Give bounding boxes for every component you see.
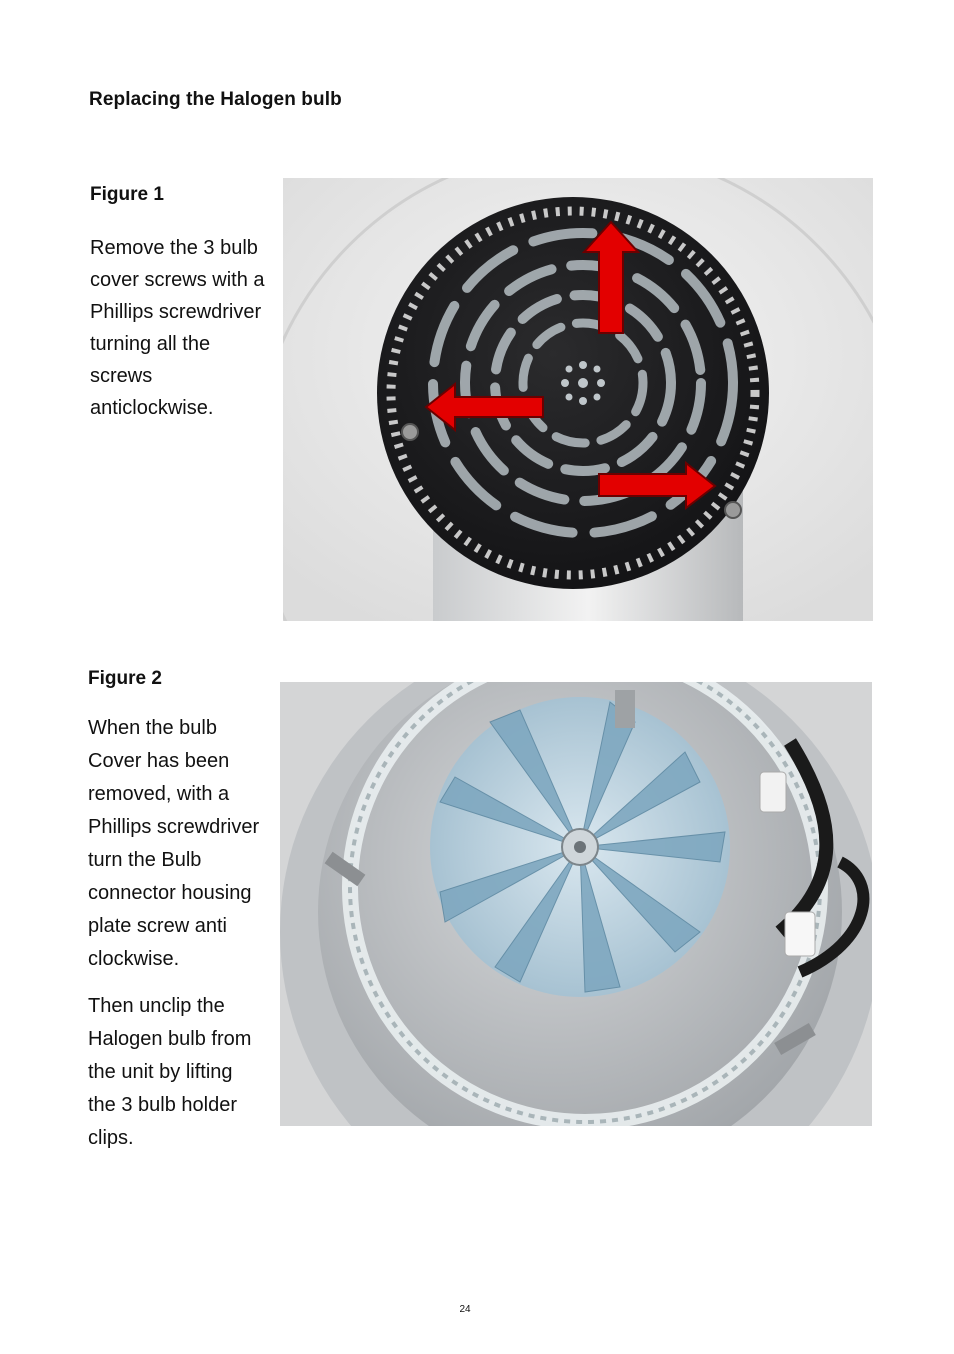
figure-2-photo [280,682,872,1126]
figure-1-text [90,232,280,438]
figure-2-text [88,712,278,1169]
figure-2-paragraph-2: Then unclip the Halogen bulb from the unit by lifting the 3 bulb holder clips. [88,995,252,1149]
page-number: 24 [459,1304,471,1315]
fan-assembly-image [280,682,872,1126]
page-title: Replacing the Halogen bulb [89,89,342,110]
figure-2-paragraph-1: When the bulb Cover has been removed, with a Phillips screwdriver turn the Bulb connector housing plate screw anti clockwise. [88,717,260,970]
figure-1-instruction: Remove the 3 bulb cover screws with a Phillips screwdriver turning all the screws anticlockwise. [90,237,265,419]
figure-1-heading: Figure 1 [90,184,164,205]
figure-2-heading: Figure 2 [88,668,162,689]
figure-1-photo [283,178,873,621]
bulb-cover-image [283,178,873,621]
